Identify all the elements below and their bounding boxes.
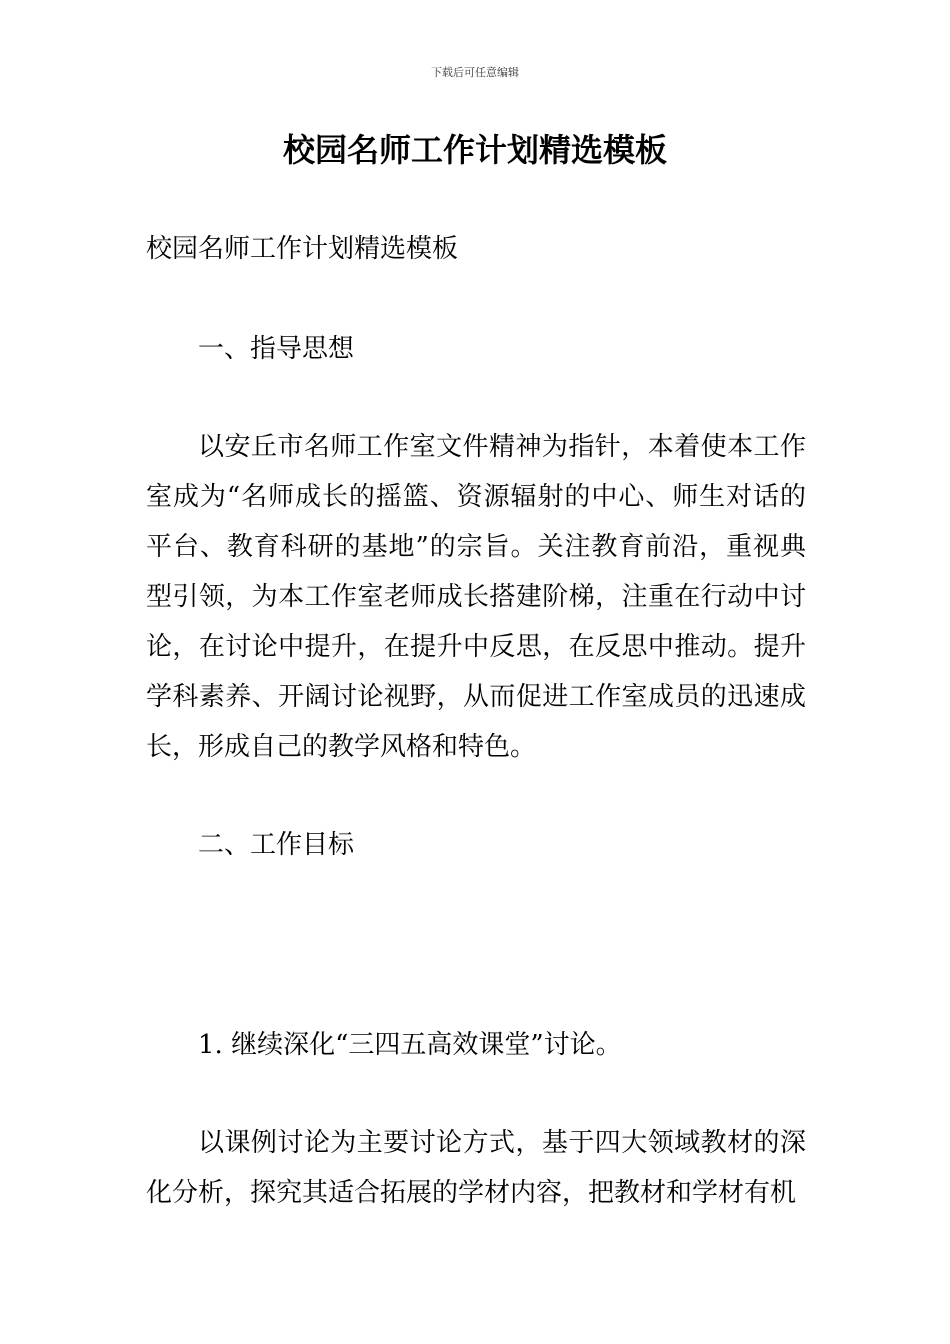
document-title: 校园名师工作计划精选模板	[282, 131, 667, 169]
list-item-heading-1: 1. 继续深化“三四五高效课堂”讨论。	[198, 1030, 622, 1060]
section-heading-work-goals: 二、工作目标	[198, 830, 355, 860]
document-subtitle: 校园名师工作计划精选模板	[146, 234, 459, 264]
paragraph-guiding-ideology: 以安丘市名师工作室文件精神为指针，本着使本工作室成为“名师成长的摇篮、资源辐射的中心、师生对话的平台、教育科研的基地”的宗旨。关注教育前沿，重视典型引领，为本工作室老师成长搭建阶梯，注重在行动中讨论，在讨论中提升，在提升中反思，在反思中推动。提升学科素养、开阔讨论视野，从而促进工作室成员的迅速成长，形成自己的教学风格和特色。	[146, 432, 806, 762]
header-note: 下载后可任意编辑	[431, 66, 519, 79]
section-heading-guiding-ideology: 一、指导思想	[198, 334, 355, 364]
paragraph-work-goals: 以课例讨论为主要讨论方式，基于四大领域教材的深化分析，探究其适合拓展的学材内容，把教材和学材有机	[146, 1128, 806, 1208]
